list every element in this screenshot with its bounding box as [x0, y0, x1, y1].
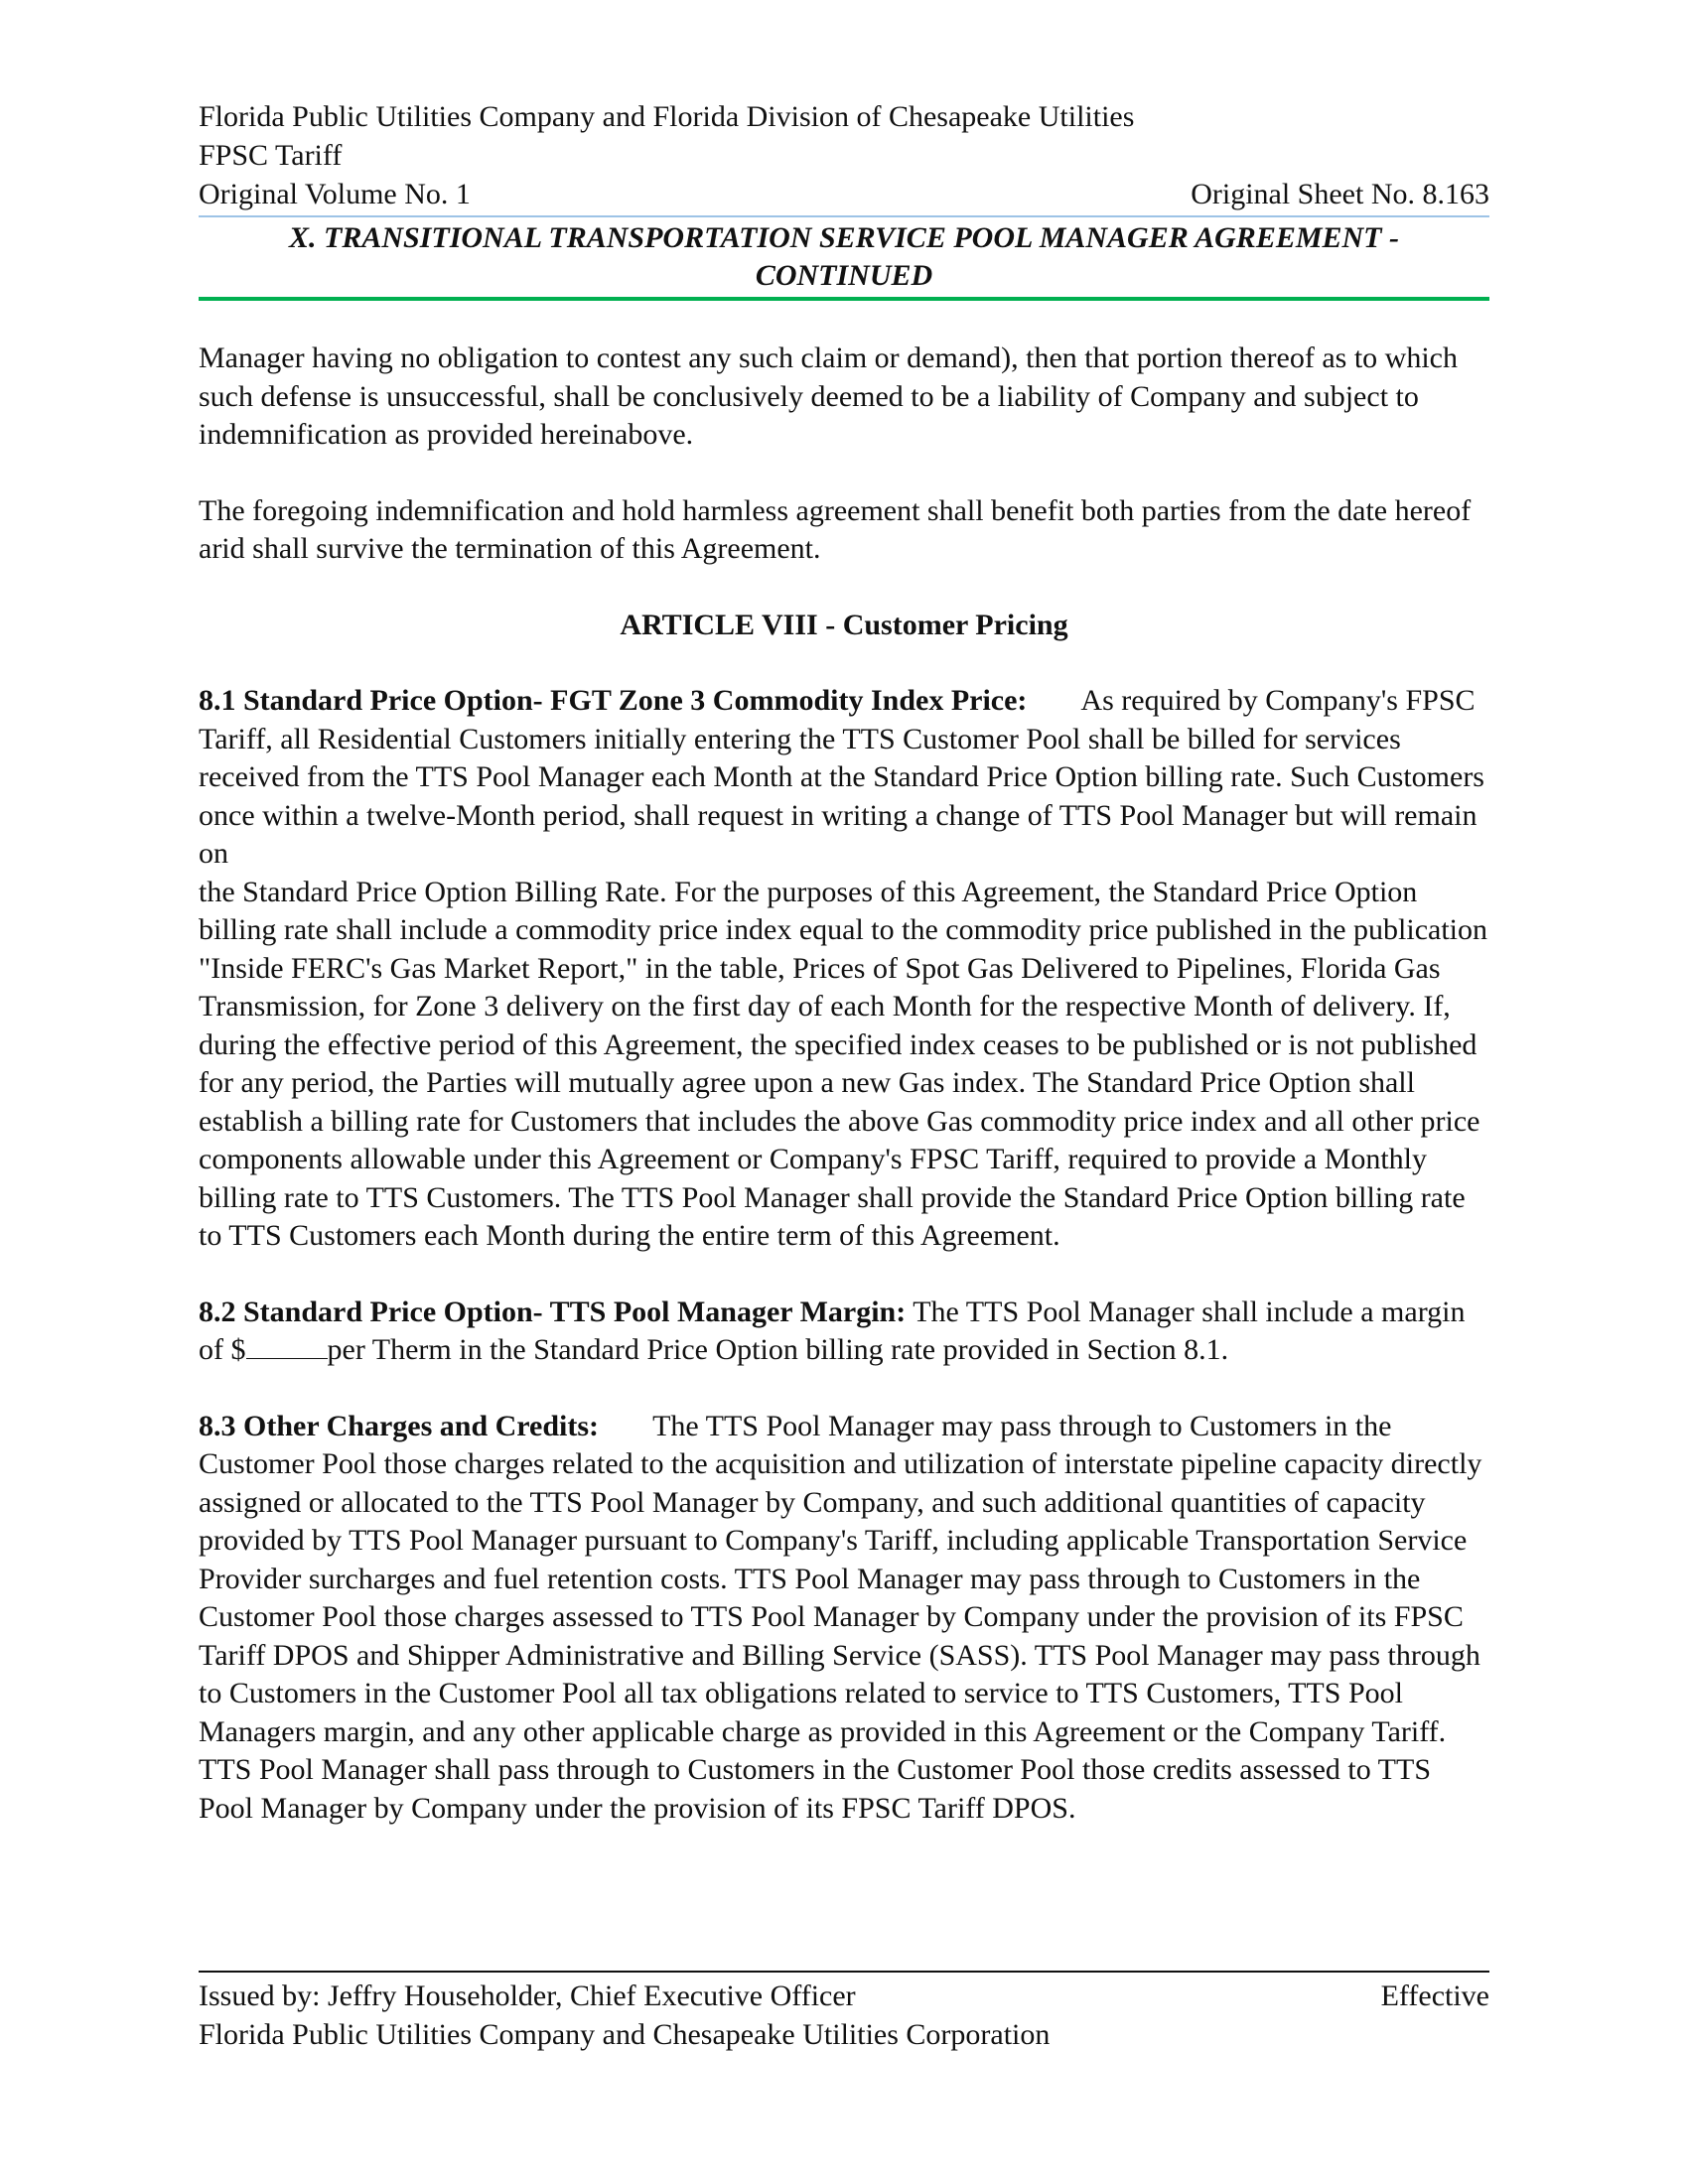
section-8-2	[199, 1294, 1489, 1370]
section-8-2-text-b: per Therm in the Standard Price Option billing rate provided in Section 8.1.	[327, 1333, 1229, 1366]
footer-issued-by: Issued by: Jeffry Householder, Chief Executive Officer	[199, 1979, 856, 2012]
document-body	[199, 340, 1489, 1828]
section-8-1-text-b: the Standard Price Option Billing Rate. For the purposes of this Agreement, the Standard Price Option billing rate shall include a commodity price index equal to the commodity price published in the publication "Inside FERC's Gas Market Report," in the table, Prices of Spot Gas Delivered to Pipelines, Florida Gas Transmission, for Zone 3 delivery on the first day of each Month for the respective Month of delivery. If, during the effective period of this Agreement, the specified index ceases to be published or is not published for any period, the Parties will mutually agree upon a new Gas index. The Standard Price Option shall establish a billing rate for Customers that includes the above Gas commodity price index and all other price components allowable under this Agreement or Company's FPSC Tariff, required to provide a Monthly billing rate to TTS Customers. The TTS Pool Manager shall provide the Standard Price Option billing rate to TTS Customers each Month during the entire term of this Agreement.	[199, 875, 1488, 1252]
footer-company: Florida Public Utilities Company and Chesapeake Utilities Corporation	[199, 2018, 1051, 2051]
header-volume-row	[199, 175, 1489, 213]
page-footer	[199, 1971, 1489, 2054]
header-company: Florida Public Utilities Company and Florida Division of Chesapeake Utilities	[199, 100, 1135, 133]
section-8-3-text: The TTS Pool Manager may pass through to Customers in the Customer Pool those charges related to the acquisition and utilization of interstate pipeline capacity directly assigned or allocated to the TTS Pool Manager by Company, and such additional quantities of capacity provided by TTS Pool Manager pursuant to Company's Tariff, including applicable Transportation Service Provider surcharges and fuel retention costs. TTS Pool Manager may pass through to Customers in the Customer Pool those charges assessed to TTS Pool Manager by Company under the provision of its FPSC Tariff DPOS and Shipper Administrative and Billing Service (SASS). TTS Pool Manager may pass through to Customers in the Customer Pool all tax obligations related to service to TTS Customers, TTS Pool Managers margin, and any other applicable charge as provided in this Agreement or the Company Tariff. TTS Pool Manager shall pass through to Customers in the Customer Pool those credits assessed to TTS Pool Manager by Company under the provision of its FPSC Tariff DPOS.	[199, 1409, 1482, 1825]
section-8-2-heading: 8.2 Standard Price Option- TTS Pool Manager Margin:	[199, 1295, 907, 1328]
section-title	[199, 219, 1489, 295]
footer-divider	[199, 1971, 1489, 1973]
header-divider-blue	[199, 215, 1489, 217]
header-divider-green	[199, 297, 1489, 301]
header-volume: Original Volume No. 1	[199, 178, 471, 210]
margin-blank-field	[246, 1332, 328, 1359]
header-sheet-number: Original Sheet No. 8.163	[1191, 178, 1489, 210]
section-8-3-heading: 8.3 Other Charges and Credits:	[199, 1409, 600, 1442]
section-8-2-text-a: The TTS Pool Manager shall include a margin of $	[199, 1295, 1466, 1366]
section-title-line-2: CONTINUED	[755, 259, 933, 292]
footer-issued-row	[199, 1977, 1489, 2015]
section-8-1-text-a: As required by Company's FPSC Tariff, all Residential Customers initially entering the TTS Customer Pool shall be billed for services received from the TTS Pool Manager each Month at the Standard Price Option billing rate. Such Customers once within a twelve-Month period, shall request in writing a change of TTS Pool Manager but will remain on	[199, 684, 1484, 870]
section-8-1-heading: 8.1 Standard Price Option- FGT Zone 3 Commodity Index Price:	[199, 684, 1028, 717]
section-title-line-1: X. TRANSITIONAL TRANSPORTATION SERVICE POOL MANAGER AGREEMENT -	[288, 221, 1399, 254]
section-8-3	[199, 1408, 1489, 1829]
tariff-page	[199, 97, 1489, 1865]
page-header	[199, 97, 1489, 301]
paragraph-indemnification-continued: Manager having no obligation to contest any such claim or demand), then that portion thereof as to which such defense is unsuccessful, shall be conclusively deemed to be a liability of Company and subject to indemnification as provided hereinabove.	[199, 341, 1458, 451]
header-tariff: FPSC Tariff	[199, 139, 343, 172]
paragraph-hold-harmless: The foregoing indemnification and hold harmless agreement shall benefit both parties from the date hereof arid shall survive the termination of this Agreement.	[199, 493, 1472, 565]
section-8-1	[199, 682, 1489, 1256]
article-heading: ARTICLE VIII - Customer Pricing	[620, 608, 1068, 641]
footer-effective: Effective	[1380, 1979, 1489, 2012]
